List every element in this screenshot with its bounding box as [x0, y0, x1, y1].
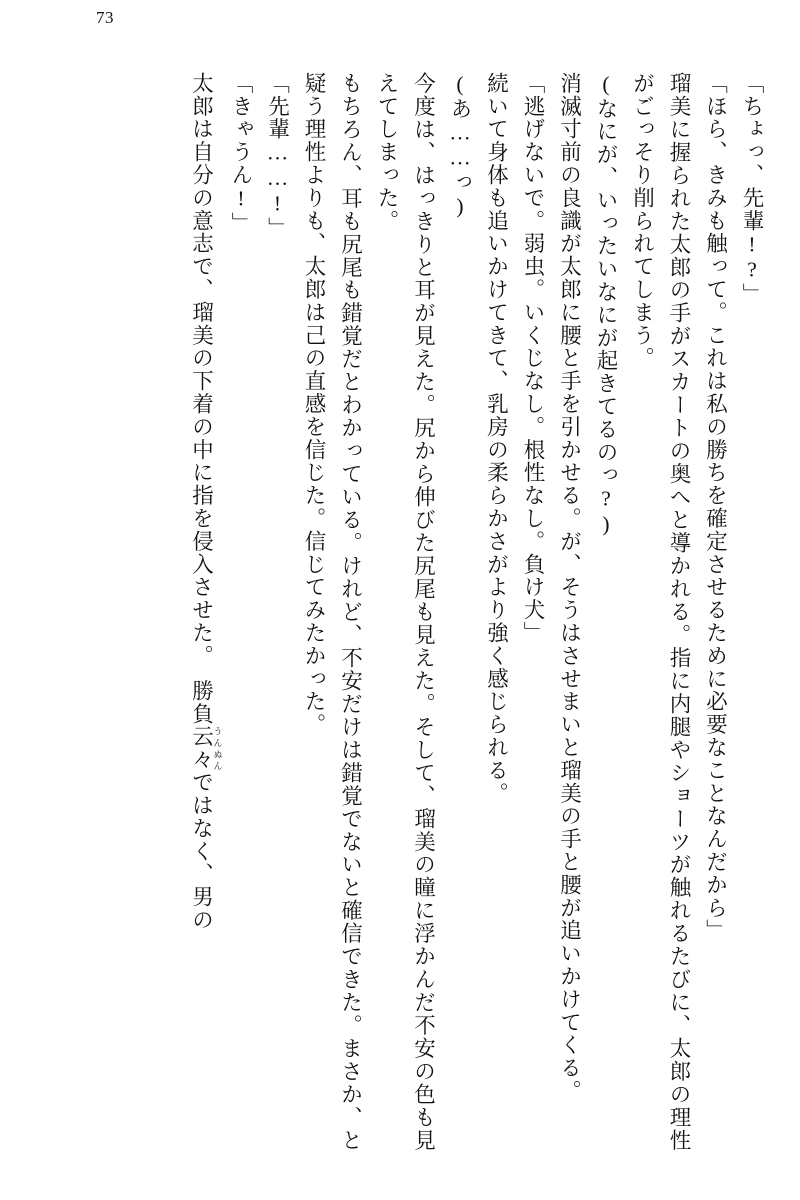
paragraph-with-ruby	[183, 72, 223, 1152]
paragraph: 今度は、はっきりと耳が見えた。尻から伸びた尻尾も見えた。そして、瑠美の瞳に浮かんだ不安の色も見えてしまった。	[375, 72, 436, 1152]
paragraph: 「先輩……!」	[265, 72, 290, 240]
page-number: 73	[96, 8, 114, 27]
paragraph: もちろん、耳も尻尾も錯覚だとわかっている。けれど、不安だけは錯覚でないと確信できた。まさか、と疑う理性よりも、太郎は己の直感を信じた。信じてみたかった。	[302, 72, 363, 1152]
paragraph: 瑠美に握られた太郎の手がスカートの奥へと導かれる。指に内腿やショーツが触れるたびに、太郎の理性がごっそり削られてしまう。	[630, 72, 691, 1152]
paragraph: (あ……っ)	[448, 72, 472, 220]
paragraph-segment-plain: 太郎は自分の意志で、瑠美の下着の中に指を侵入させた。 勝負	[189, 72, 214, 726]
ruby-text: うんぬん	[212, 725, 223, 772]
paragraph: 「ほら、きみも触って。これは私の勝ちを確定させるために必要なことなんだから」	[703, 72, 728, 943]
ruby-base: 云々	[189, 725, 214, 772]
vertical-text-body	[40, 72, 770, 1152]
paragraph: 「ちょっ、先輩!?」	[740, 72, 764, 306]
paragraph: 「きゃうん!」	[229, 72, 253, 235]
paragraph: 「逃げないで。弱虫。いくじなし。根性なし。負け犬」	[521, 72, 545, 645]
paragraph: 消滅寸前の良識が太郎に腰と手を引かせる。が、そうはさせまいと瑠美の手と腰が追いかけてくる。	[557, 72, 582, 1103]
paragraph-segment-plain-tail: ではなく、男の	[189, 771, 214, 932]
paragraph: (なにが、いったいなにが起きてるのっ?)	[594, 72, 618, 538]
paragraph: 続いて身体も追いかけてきて、乳房の柔らかさがより強く感じられる。	[484, 72, 509, 805]
ruby-annotation	[189, 725, 223, 772]
